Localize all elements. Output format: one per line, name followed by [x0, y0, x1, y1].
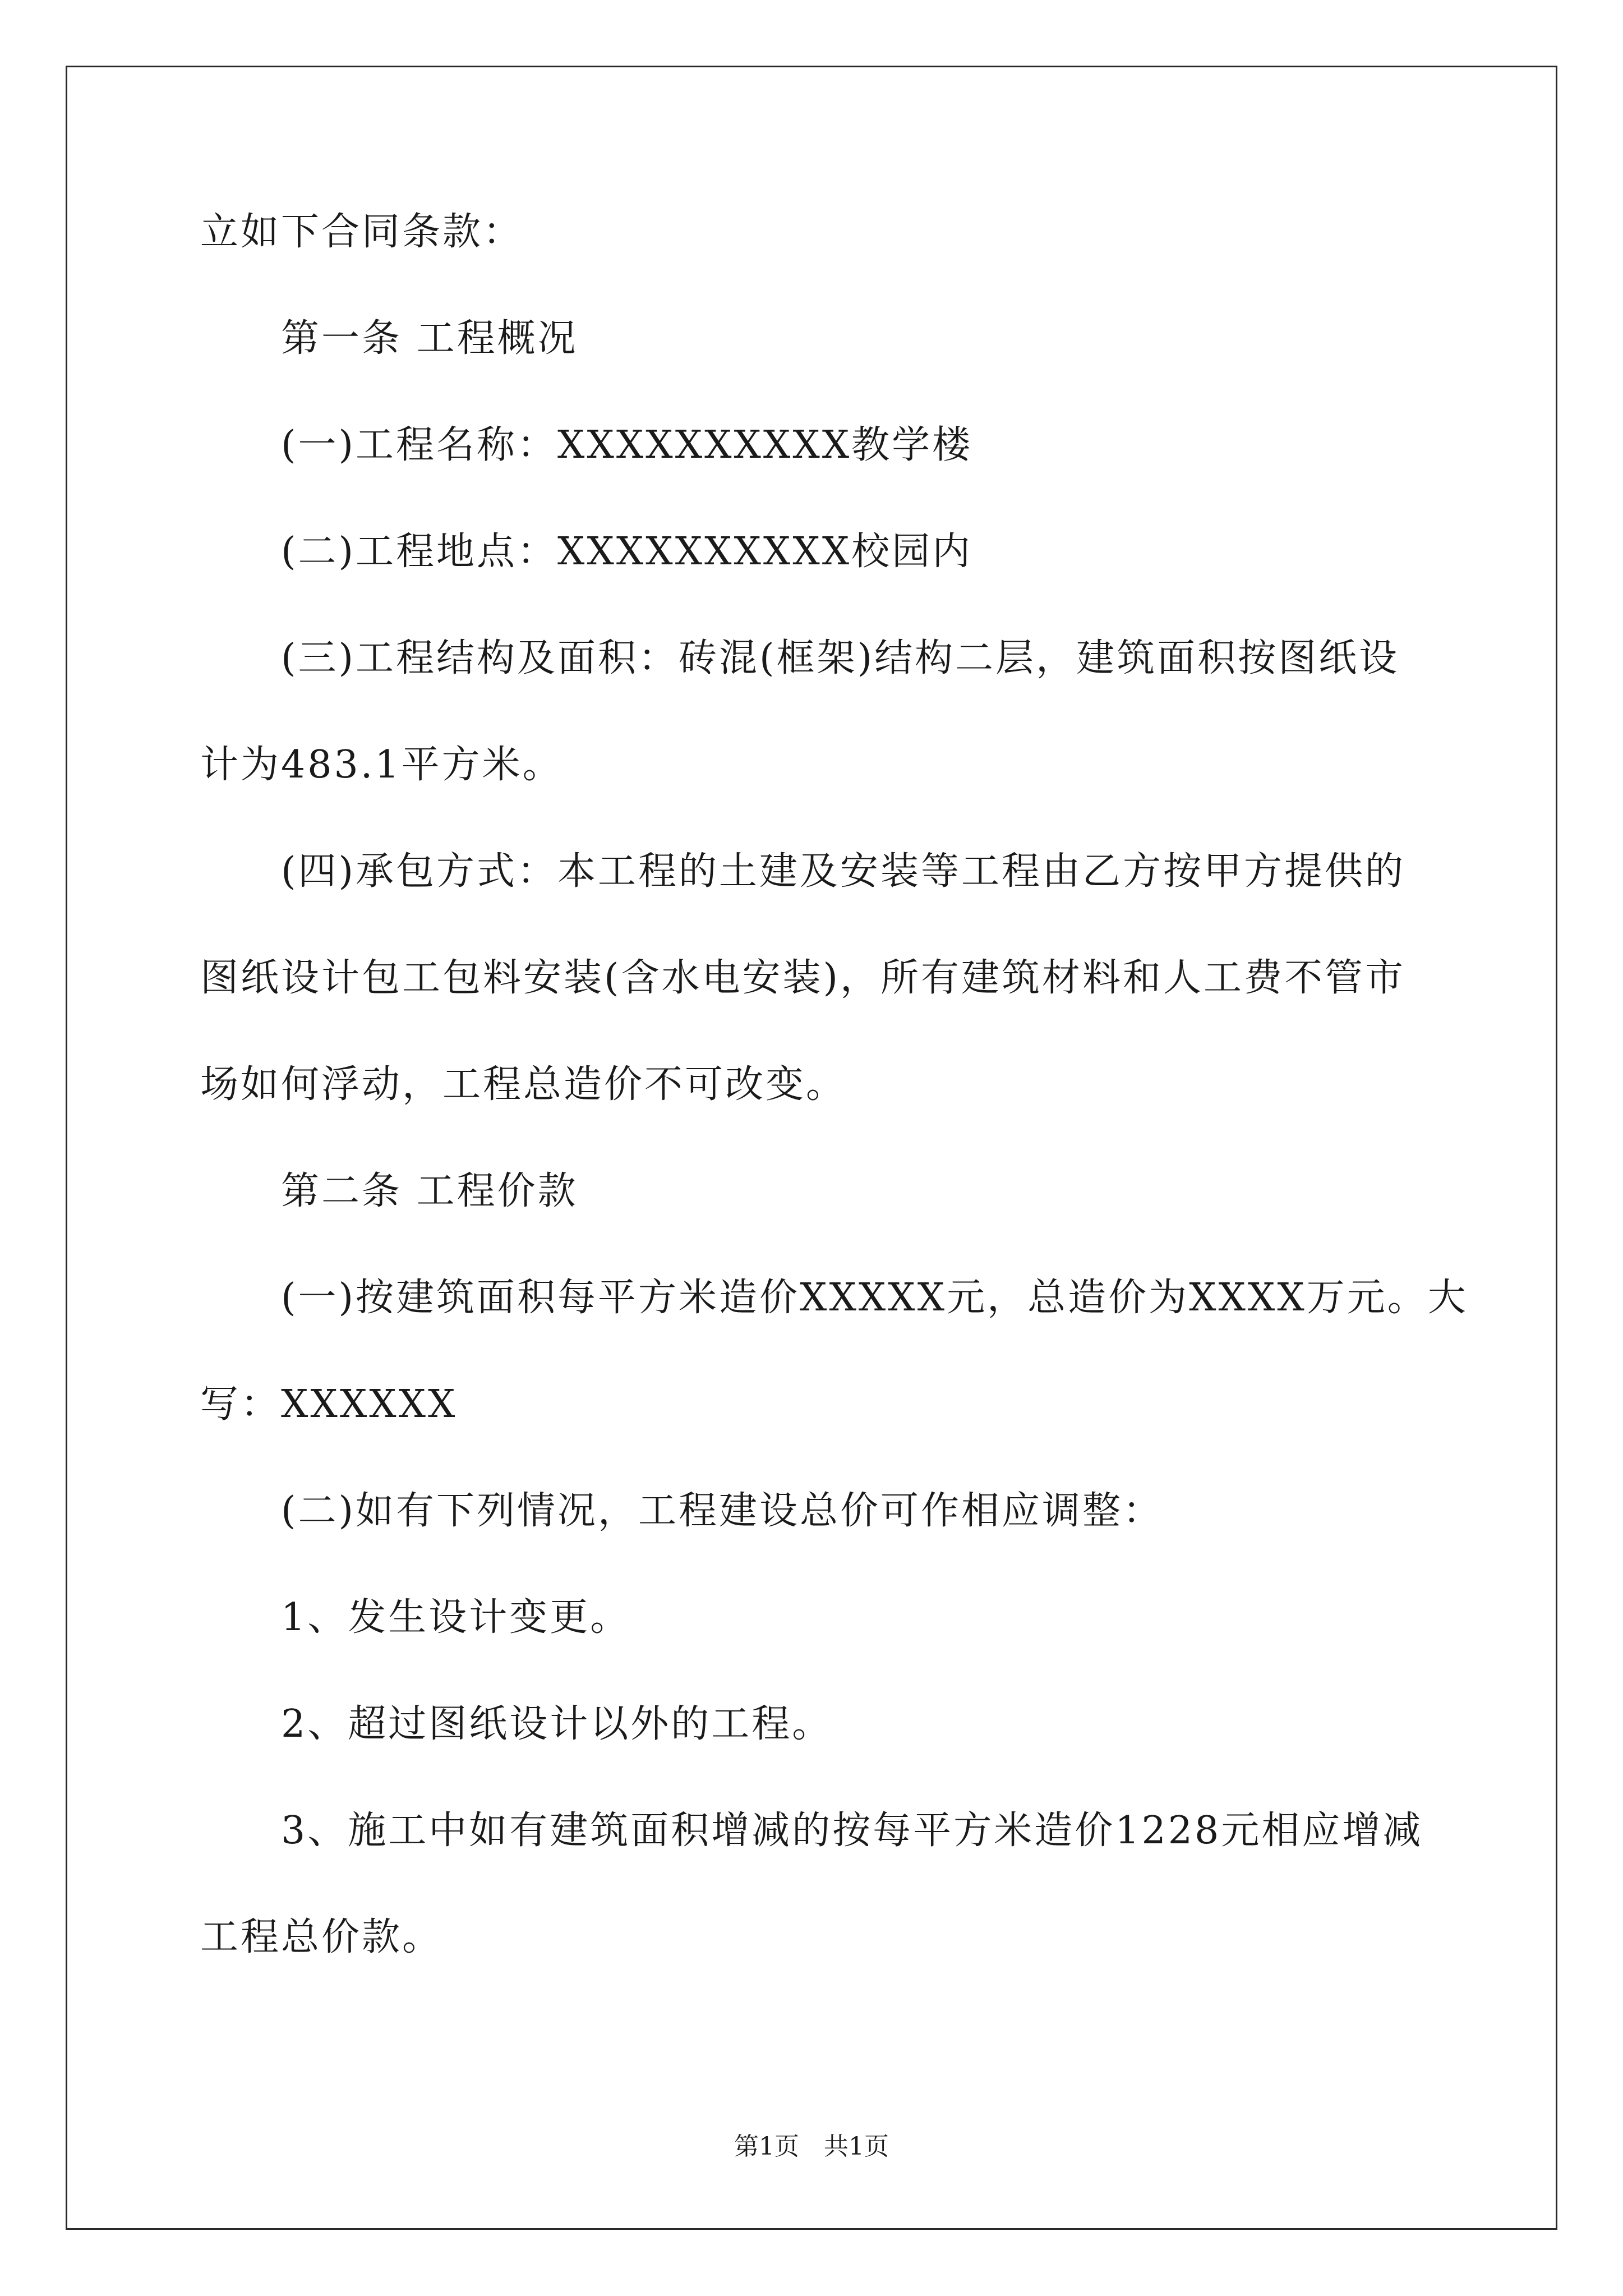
paragraph-line: (四)承包方式：本工程的土建及安装等工程由乙方按甲方提供的 [281, 849, 1406, 894]
paragraph-line: (一)按建筑面积每平方米造价XXXXX元，总造价为XXXX万元。大 [281, 1276, 1468, 1320]
paragraph-line: 立如下合同条款： [200, 210, 524, 254]
paragraph-line: 工程总价款。 [200, 1915, 443, 1959]
list-item: 3、施工中如有建筑面积增减的按每平方米造价1228元相应增减 [281, 1809, 1423, 1853]
page-border [66, 66, 1557, 2230]
paragraph-line: (三)工程结构及面积：砖混(框架)结构二层，建筑面积按图纸设 [281, 636, 1400, 680]
page-number: 第1页 共1页 [734, 2132, 889, 2161]
paragraph-line: (二)如有下列情况，工程建设总价可作相应调整： [281, 1489, 1164, 1533]
paragraph-line: 计为483.1平方米。 [200, 743, 563, 787]
paragraph-line: (二)工程地点：XXXXXXXXXX校园内 [281, 530, 973, 574]
section-heading: 第一条 工程概况 [281, 316, 578, 361]
paragraph-line: 场如何浮动，工程总造价不可改变。 [200, 1062, 847, 1107]
list-item: 1、发生设计变更。 [281, 1595, 631, 1640]
paragraph-line: (一)工程名称：XXXXXXXXXX教学楼 [281, 423, 973, 467]
section-heading: 第二条 工程价款 [281, 1169, 578, 1213]
list-item: 2、超过图纸设计以外的工程。 [281, 1702, 833, 1746]
paragraph-line: 写：XXXXXX [200, 1382, 458, 1427]
paragraph-line: 图纸设计包工包料安装(含水电安装)，所有建筑材料和人工费不管市 [200, 956, 1406, 1000]
